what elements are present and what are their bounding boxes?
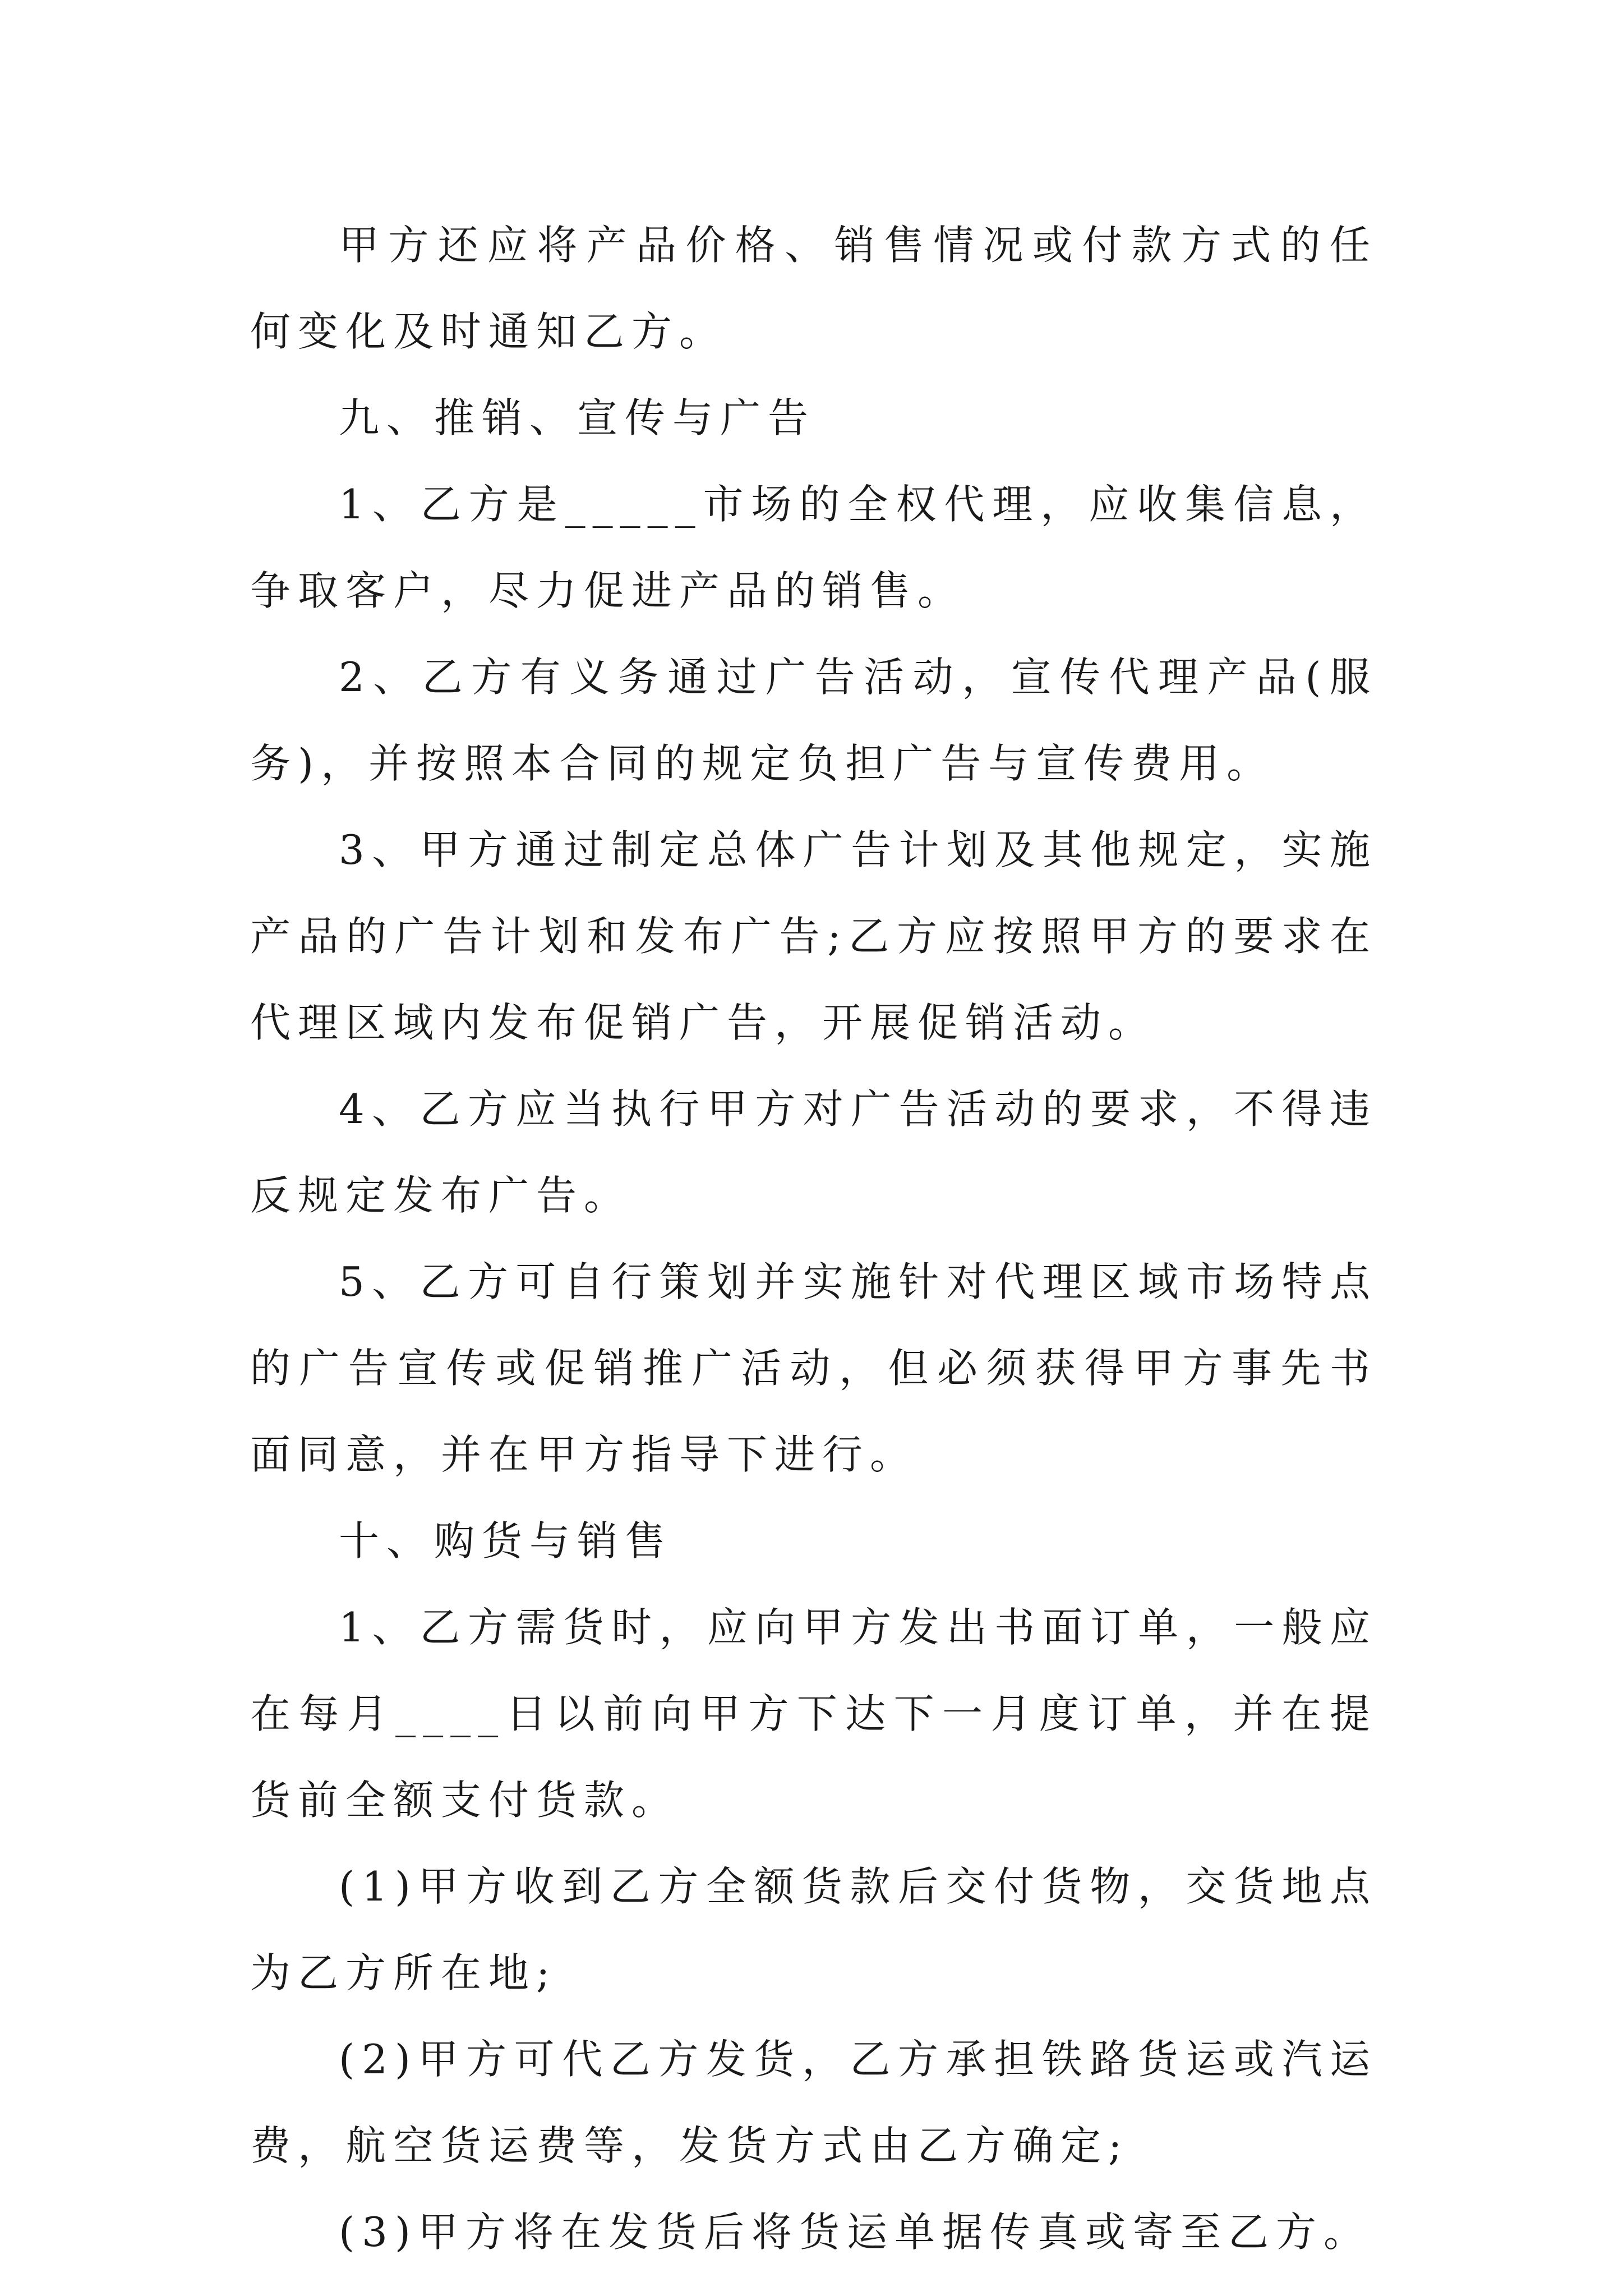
section-heading-promotion-advertising: 九、推销、宣传与广告 [339,394,816,441]
paragraph-purchase-item-1: (1)甲方收到乙方全额货款后交付货物，交货地点为乙方所在地; [250,1863,1377,1996]
paragraph-promotion-5: 5、乙方可自行策划并实施针对代理区域市场特点的广告宣传或促销推广活动，但必须获得甲方事先书面同意，并在甲方指导下进行。 [250,1258,1377,1478]
section-heading-purchase-sales: 十、购货与销售 [339,1517,673,1565]
paragraph-promotion-4: 4、乙方应当执行甲方对广告活动的要求，不得违反规定发布广告。 [250,1085,1377,1219]
paragraph-purchase-item-2: (2)甲方可代乙方发货，乙方承担铁路货运或汽运费，航空货运费等，发货方式由乙方确定; [250,2036,1377,2169]
paragraph-promotion-3: 3、甲方通过制定总体广告计划及其他规定，实施产品的广告计划和发布广告;乙方应按照甲方的要求在代理区域内发布促销广告，开展促销活动。 [250,826,1377,1046]
paragraph-promotion-1: 1、乙方是_____市场的全权代理，应收集信息，争取客户，尽力促进产品的销售。 [250,481,1377,614]
paragraph-purchase-1: 1、乙方需货时，应向甲方发出书面订单，一般应在每月____日以前向甲方下达下一月度订单，并在提货前全额支付货款。 [250,1604,1377,1824]
document-body [250,202,1377,2275]
paragraph-promotion-2: 2、乙方有义务通过广告活动，宣传代理产品(服务)，并按照本合同的规定负担广告与宣传费用。 [250,654,1377,787]
paragraph-price-change-notice: 甲方还应将产品价格、销售情况或付款方式的任何变化及时通知乙方。 [250,222,1377,355]
paragraph-purchase-item-3: (3)甲方将在发货后将货运单据传真或寄至乙方。 [339,2208,1371,2256]
